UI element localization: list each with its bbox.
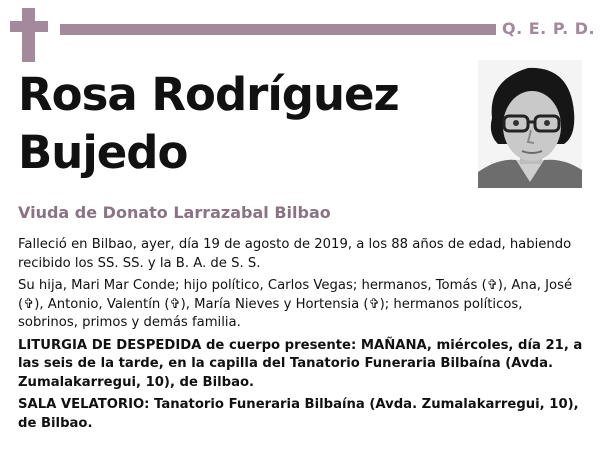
- name-line-2: Bujedo: [18, 126, 188, 179]
- notice-body: [18, 236, 586, 437]
- death-paragraph: Falleció en Bilbao, ayer, día 19 de agosto de 2019, a los 88 años de edad, habiendo recibido los SS. SS. y la B. A. de S. S.: [18, 237, 572, 271]
- portrait-image: [478, 60, 582, 188]
- rip-label: Q. E. P. D.: [502, 19, 596, 38]
- name-line-1: Rosa Rodríguez: [18, 68, 399, 121]
- wake-room-paragraph: SALA VELATORIO: Tanatorio Funeraria Bilbaína (Avda. Zumalakarregui, 10), de Bilbao.: [18, 397, 579, 431]
- deceased-photo: [478, 60, 582, 188]
- liturgy-paragraph: LITURGIA DE DESPEDIDA de cuerpo presente: MAÑANA, miércoles, día 21, a las seis de la tarde, en la capilla del Tanatorio Funeraria Bilbaína (Avda. Zumalakarregui, 10), de Bilbao.: [18, 337, 583, 390]
- cross-icon: [22, 8, 35, 62]
- deceased-name: [18, 66, 399, 182]
- family-paragraph: Su hija, Mari Mar Conde; hijo político, Carlos Vegas; hermanos, Tomás (✞), Ana, José (✞), Antonio, Valentín (✞), María Nieves y Hortensia (✞); hermanos políticos, sobrinos, primos y demás familia.: [18, 278, 573, 330]
- cross-icon-bar: [10, 21, 48, 32]
- header-rule: [60, 24, 496, 35]
- deceased-subtitle: Viuda de Donato Larrazabal Bilbao: [18, 203, 331, 222]
